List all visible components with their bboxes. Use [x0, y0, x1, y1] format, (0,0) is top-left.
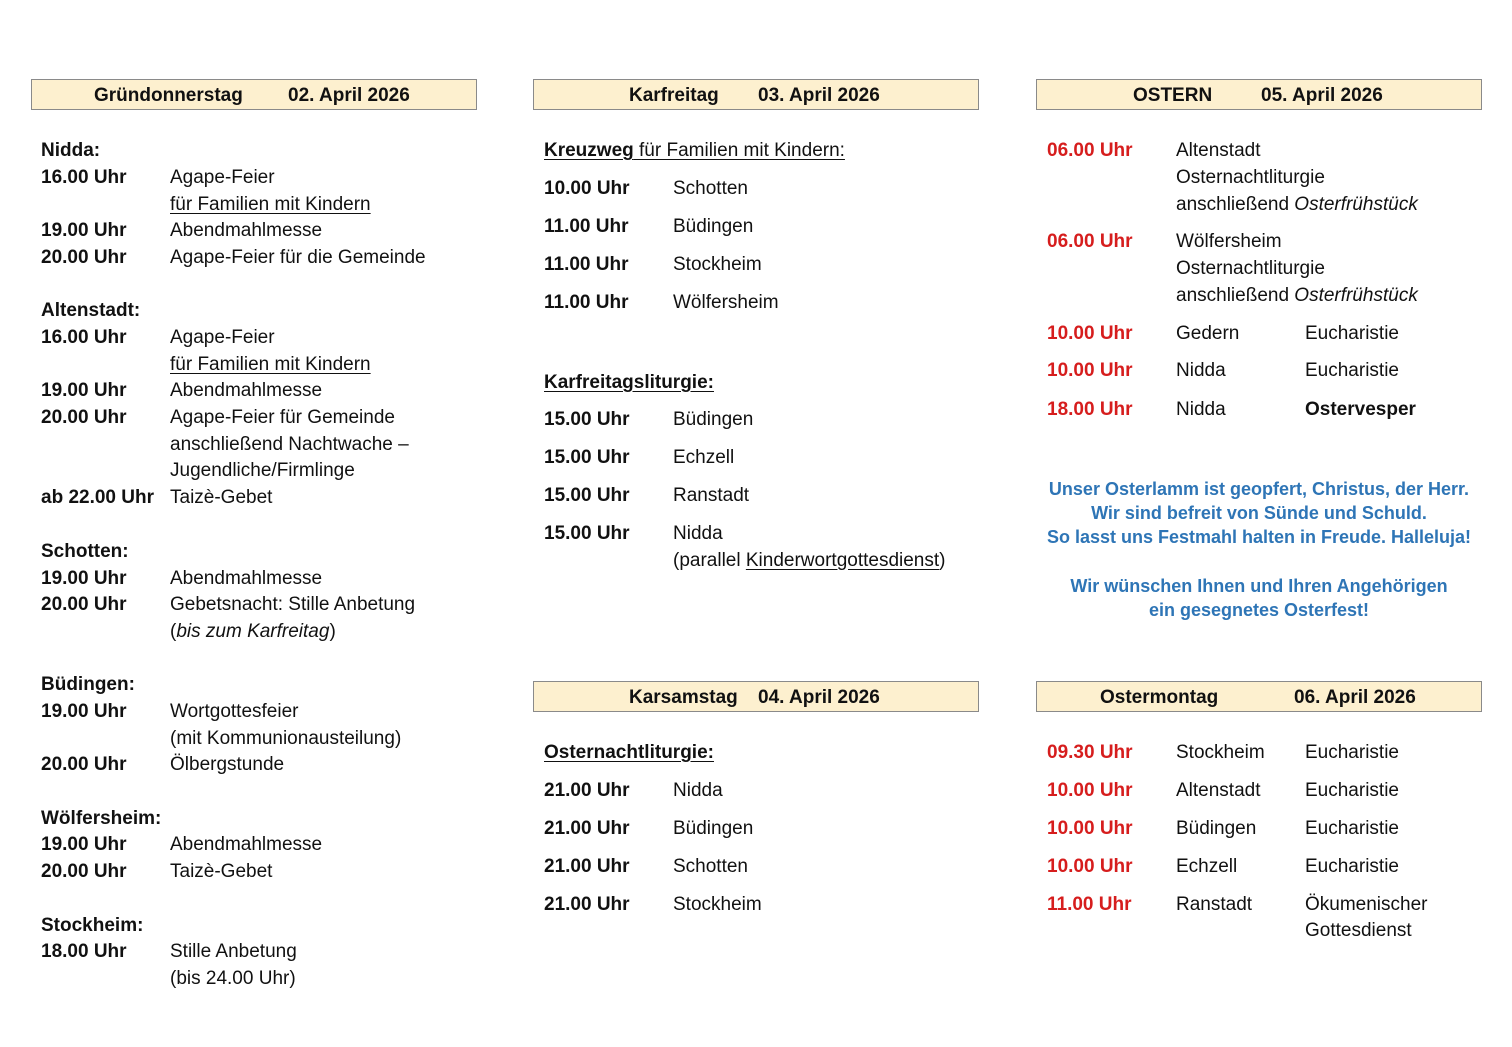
- service-kind: Ostervesper: [1305, 399, 1416, 420]
- event-text: für Familien mit Kindern: [170, 194, 371, 215]
- time: 10.00 Uhr: [1047, 818, 1133, 839]
- event-text: Jugendliche/Firmlinge: [170, 460, 355, 481]
- time: 20.00 Uhr: [41, 861, 127, 882]
- header-day: Ostermontag: [1100, 687, 1219, 708]
- place: Ranstadt: [1176, 894, 1253, 915]
- header-day: OSTERN: [1133, 85, 1213, 106]
- event-text: Abendmahlmesse: [170, 834, 323, 855]
- event-text: Taizè-Gebet: [170, 861, 273, 882]
- time: 11.00 Uhr: [544, 254, 629, 275]
- place: Altenstadt: [1176, 140, 1261, 161]
- time: 20.00 Uhr: [41, 407, 127, 428]
- time: 19.00 Uhr: [41, 568, 127, 589]
- event-text: anschließend Osterfrühstück: [1176, 285, 1418, 306]
- time: 21.00 Uhr: [544, 780, 630, 801]
- event-text: Agape-Feier: [170, 327, 275, 348]
- greeting-line: Wir wünschen Ihnen und Ihren Angehörigen: [1070, 576, 1448, 596]
- time: 10.00 Uhr: [1047, 360, 1133, 381]
- time: ab 22.00 Uhr: [41, 487, 154, 508]
- time: 15.00 Uhr: [544, 447, 630, 468]
- event-text: anschließend Nachtwache –: [170, 434, 409, 455]
- event-text: Taizè-Gebet: [170, 487, 273, 508]
- time: 11.00 Uhr: [544, 292, 629, 313]
- header-easter: [1036, 79, 1482, 110]
- place: Echzell: [1176, 856, 1238, 877]
- time: 11.00 Uhr: [1047, 894, 1132, 915]
- header-saturday: [533, 681, 979, 712]
- service-kind: Ökumenischer: [1305, 894, 1428, 915]
- event-text: Stille Anbetung: [170, 941, 297, 962]
- header-date: 02. April 2026: [288, 85, 410, 106]
- place: Stockheim: [1176, 742, 1265, 763]
- place: Altenstadt: [1176, 780, 1261, 801]
- greeting-line: ein gesegnetes Osterfest!: [1148, 600, 1370, 620]
- time: 21.00 Uhr: [544, 818, 630, 839]
- header-day: Gründonnerstag: [94, 85, 243, 106]
- place: Ranstadt: [673, 485, 750, 506]
- time: 15.00 Uhr: [544, 523, 630, 544]
- time: 16.00 Uhr: [41, 327, 127, 348]
- time: 19.00 Uhr: [41, 701, 127, 722]
- section-title-osternacht: Osternachtliturgie:: [544, 742, 714, 763]
- time: 20.00 Uhr: [41, 247, 127, 268]
- service-kind: Gottesdienst: [1305, 920, 1412, 941]
- section-title-kreuzweg: Kreuzweg für Familien mit Kindern:: [544, 140, 845, 161]
- event-note: (parallel Kinderwortgottesdienst): [673, 550, 946, 571]
- time: 15.00 Uhr: [544, 485, 630, 506]
- service-kind: Eucharistie: [1305, 742, 1399, 763]
- time: 19.00 Uhr: [41, 220, 127, 241]
- place: Stockheim: [673, 254, 762, 275]
- time: 10.00 Uhr: [1047, 856, 1133, 877]
- place-heading: Büdingen:: [41, 674, 135, 695]
- service-kind: Eucharistie: [1305, 856, 1399, 877]
- header-date: 03. April 2026: [758, 85, 880, 106]
- place: Wölfersheim: [673, 292, 779, 313]
- time: 20.00 Uhr: [41, 594, 127, 615]
- time: 19.00 Uhr: [41, 380, 127, 401]
- event-text-italic: bis zum Karfreitag: [176, 621, 330, 642]
- greeting-line: So lasst uns Festmahl halten in Freude. Halleluja!: [1046, 527, 1472, 547]
- header-date: 04. April 2026: [758, 687, 880, 708]
- place: Schotten: [673, 856, 748, 877]
- time: 19.00 Uhr: [41, 834, 127, 855]
- time: 18.00 Uhr: [1047, 399, 1133, 420]
- header-thursday: [31, 79, 477, 110]
- time: 06.00 Uhr: [1047, 231, 1133, 252]
- place: Gedern: [1176, 323, 1240, 344]
- header-day: Karfreitag: [629, 85, 719, 106]
- place: Echzell: [673, 447, 735, 468]
- place-heading: Wölfersheim:: [41, 808, 162, 829]
- event-text: für Familien mit Kindern: [170, 354, 371, 375]
- event-text: Osternachtliturgie: [1176, 258, 1325, 279]
- place-heading: Nidda:: [41, 140, 101, 161]
- event-text: Abendmahlmesse: [170, 568, 323, 589]
- header-monday: [1036, 681, 1482, 712]
- place: Stockheim: [673, 894, 762, 915]
- header-day: Karsamstag: [629, 687, 738, 708]
- service-kind: Eucharistie: [1305, 818, 1399, 839]
- time: 10.00 Uhr: [544, 178, 630, 199]
- place-heading: Altenstadt:: [41, 300, 141, 321]
- place: Büdingen: [673, 216, 754, 237]
- place-heading: Stockheim:: [41, 915, 144, 936]
- event-text: (bis zum Karfreitag): [170, 621, 336, 642]
- header-date: 05. April 2026: [1261, 85, 1383, 106]
- time: 11.00 Uhr: [544, 216, 629, 237]
- event-text: Agape-Feier für die Gemeinde: [170, 247, 426, 268]
- header-friday: [533, 79, 979, 110]
- section-title-liturgy: Karfreitagsliturgie:: [544, 372, 714, 393]
- event-text: anschließend Osterfrühstück: [1176, 194, 1418, 215]
- event-text: (bis 24.00 Uhr): [170, 968, 296, 989]
- time: 10.00 Uhr: [1047, 323, 1133, 344]
- time: 21.00 Uhr: [544, 894, 630, 915]
- event-text: Gebetsnacht: Stille Anbetung: [170, 594, 416, 615]
- time: 15.00 Uhr: [544, 409, 630, 430]
- place-heading: Schotten:: [41, 541, 129, 562]
- service-kind: Eucharistie: [1305, 323, 1399, 344]
- place: Büdingen: [673, 818, 754, 839]
- place: Büdingen: [673, 409, 754, 430]
- event-text: (mit Kommunionausteilung): [170, 728, 402, 749]
- event-text: Osternachtliturgie: [1176, 167, 1325, 188]
- event-text: Wortgottesfeier: [170, 701, 299, 722]
- event-text: Agape-Feier: [170, 167, 275, 188]
- time: 21.00 Uhr: [544, 856, 630, 877]
- greeting-line: Unser Osterlamm ist geopfert, Christus, der Herr.: [1048, 479, 1470, 499]
- service-kind: Eucharistie: [1305, 780, 1399, 801]
- event-text: Abendmahlmesse: [170, 220, 323, 241]
- time: 06.00 Uhr: [1047, 140, 1133, 161]
- service-kind: Eucharistie: [1305, 360, 1399, 381]
- time: 09.30 Uhr: [1047, 742, 1133, 763]
- place: Wölfersheim: [1176, 231, 1282, 252]
- greeting-line: Wir sind befreit von Sünde und Schuld.: [1091, 503, 1427, 523]
- place: Nidda: [1176, 360, 1226, 381]
- event-text: Agape-Feier für Gemeinde: [170, 407, 395, 428]
- header-date: 06. April 2026: [1294, 687, 1416, 708]
- place: Nidda: [1176, 399, 1226, 420]
- time: 16.00 Uhr: [41, 167, 127, 188]
- place: Nidda: [673, 780, 723, 801]
- event-text: Ölbergstunde: [170, 754, 285, 775]
- place: Schotten: [673, 178, 748, 199]
- place: Büdingen: [1176, 818, 1257, 839]
- event-text: Abendmahlmesse: [170, 380, 323, 401]
- place: Nidda: [673, 523, 723, 544]
- time: 10.00 Uhr: [1047, 780, 1133, 801]
- time: 18.00 Uhr: [41, 941, 127, 962]
- time: 20.00 Uhr: [41, 754, 127, 775]
